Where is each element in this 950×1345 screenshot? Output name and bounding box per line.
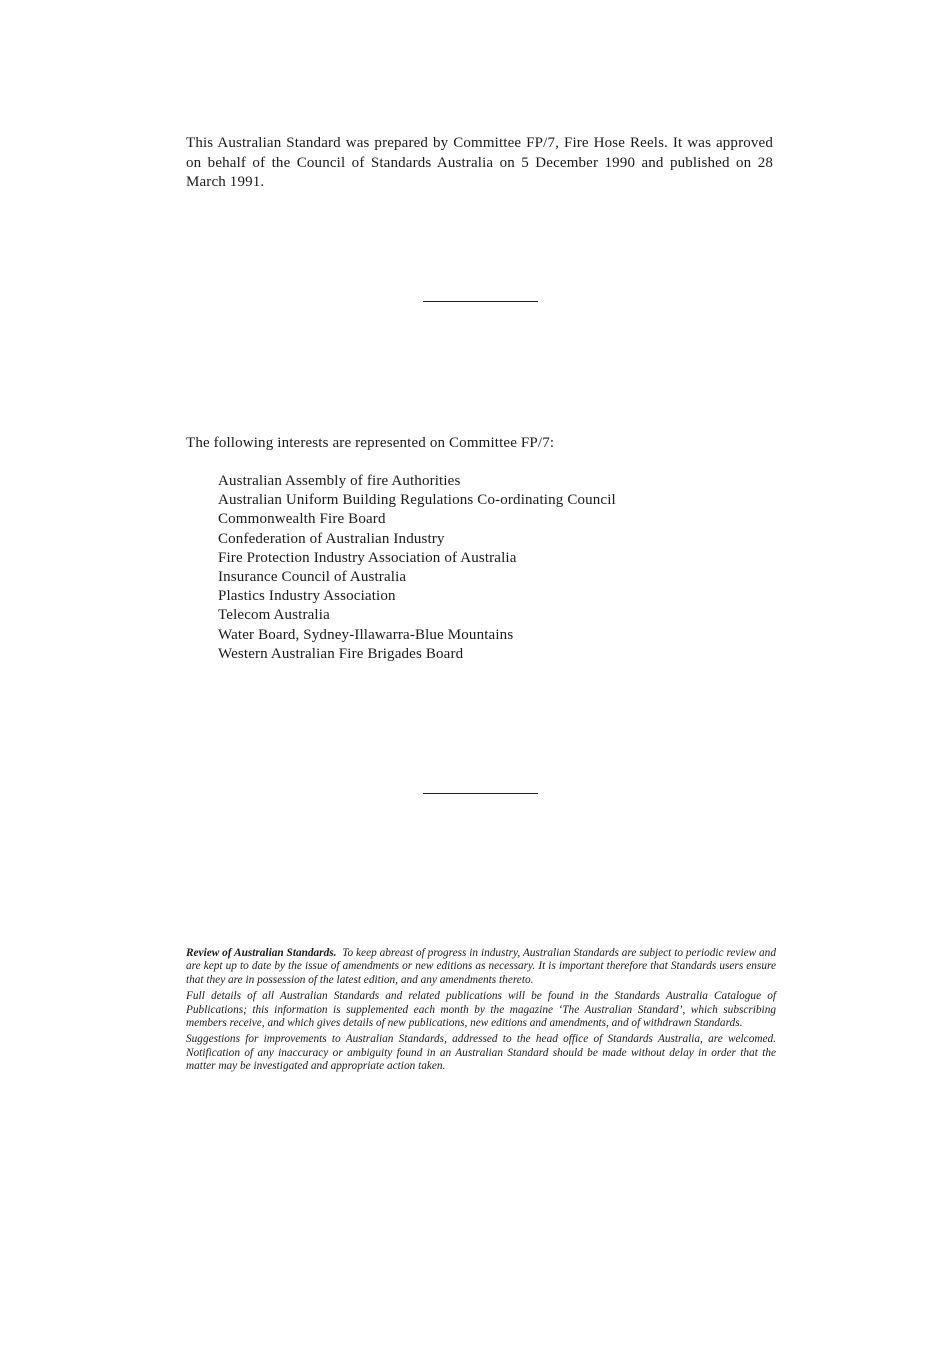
list-item: Australian Assembly of fire Authorities <box>218 473 461 489</box>
list-item: Fire Protection Industry Association of Australia <box>218 549 517 566</box>
list-item: Insurance Council of Australia <box>218 569 407 586</box>
list-item: Water Board, Sydney-Illawarra-Blue Mountains <box>218 626 514 643</box>
list-item: Plastics Industry Association <box>218 588 396 605</box>
standards-notes <box>186 947 776 1077</box>
list-item: Australian Uniform Building Regulations Co-ordinating Council <box>218 492 616 509</box>
suggestions-paragraph: Suggestions for improvements to Australian Standards, addressed to the head office of Standards Australia, are welcomed. Notification of any inaccuracy or ambiguity found in an Australian Standard should be made without delay in order that the matter may be investigated and appropriate action taken. <box>186 1033 776 1073</box>
committee-interests-heading: The following interests are represented on Committee FP/7: <box>186 435 555 451</box>
list-item: Confederation of Australian Industry <box>218 530 445 547</box>
review-paragraph <box>186 947 776 987</box>
preparation-statement: This Australian Standard was prepared by Committee FP/7, Fire Hose Reels. It was approved on behalf of the Council of Standards Australia on 5 December 1990 and published on 28 March 1991. <box>186 135 773 190</box>
section-divider-top <box>423 301 538 302</box>
list-item: Commonwealth Fire Board <box>218 511 386 528</box>
section-divider-bottom <box>423 793 538 794</box>
review-text: To keep abreast of progress in industry, Australian Standards are subject to periodic review and are kept up to date by the issue of amendments or new editions as necessary. It is important therefore that Standards users ensure that they are in possession of the latest edition, and any amendments thereto. <box>186 947 776 986</box>
details-paragraph: Full details of all Australian Standards and related publications will be found in the Standards Australia Catalogue of Publications; this information is supplemented each month by the magazine ‘The Australian Standard’, which subscribing members receive, and which gives details of new publications, new editions and amendments, and of withdrawn Standards. <box>186 990 776 1030</box>
committee-members-list <box>218 472 616 664</box>
review-lead: Review of Australian Standards. <box>186 947 337 959</box>
list-item: Western Australian Fire Brigades Board <box>218 645 464 662</box>
list-item: Telecom Australia <box>218 607 330 624</box>
